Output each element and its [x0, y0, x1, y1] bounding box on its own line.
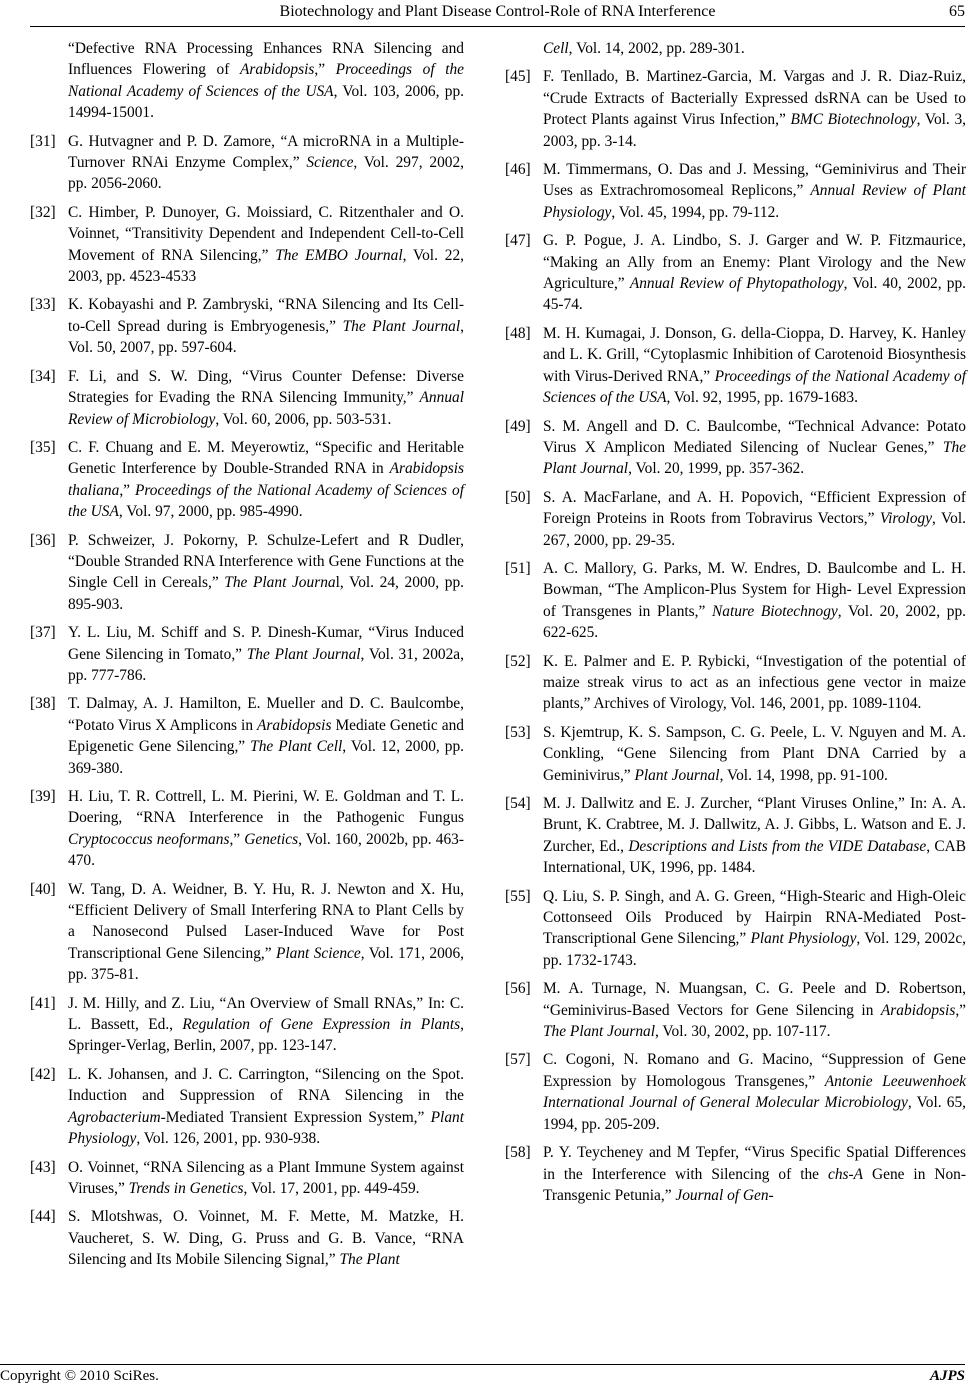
reference-number: [36]: [30, 531, 56, 549]
reference-entry: [30, 879, 464, 986]
reference-number: [48]: [505, 324, 531, 342]
reference-entry: [30, 786, 464, 872]
reference-italic-text: Arabidopsis thaliana: [68, 460, 464, 499]
reference-italic-text: The Plant Journal: [246, 645, 361, 663]
reference-entry: [30, 1064, 464, 1150]
reference-text: S. Mlotshwas, O. Voinnet, M. F. Mette, M. Matzke, H. Vaucheret, S. W. Ding, G. Pruss and G. B. Vance, “RNA Silencing and Its Mobile Silencing Signal,”: [68, 1208, 464, 1269]
references-right-column: [505, 38, 966, 1213]
reference-italic-text: Journal of Gen-: [675, 1186, 774, 1204]
reference-number: [56]: [505, 980, 531, 998]
reference-text: W. Tang, D. A. Weidner, B. Y. Hu, R. J. Newton and X. Hu, “Efficient Delivery of Small Interfering RNA to Plant Cells by a Nanosecond Pulsed Laser-Induced Wave for Post Transcriptional Gene Silencing,”: [68, 880, 464, 962]
reference-text: , Vol. 50, 2007, pp. 597-604.: [68, 317, 464, 357]
reference-text: S. Kjemtrup, K. S. Sampson, C. G. Peele, L. V. Nguyen and M. A. Conkling, “Gene Silencing from Plant DNA Carried by a Geminivirus,”: [543, 723, 966, 784]
reference-text: O. Voinnet, “RNA Silencing as a Plant Immune System against Viruses,”: [68, 1158, 464, 1197]
reference-text: Gene in Non-Transgenic Petunia,”: [543, 1165, 966, 1204]
reference-text: Y. L. Liu, M. Schiff and S. P. Dinesh-Kumar, “Virus Induced Gene Silencing in Tomato,”: [68, 624, 464, 663]
reference-entry: [30, 437, 464, 523]
running-title: Biotechnology and Plant Disease Control-Role of RNA Interference: [279, 3, 716, 20]
reference-text: C. Cogoni, N. Romano and G. Macino, “Suppression of Gene Expression by Homologous Transgenes,”: [543, 1051, 966, 1090]
reference-number: [45]: [505, 68, 531, 86]
reference-entry: [505, 558, 966, 644]
reference-italic-text: Plant Science: [275, 944, 361, 962]
reference-italic-text: The Plant Journal: [543, 1023, 656, 1041]
reference-text: , Vol. 12, 2000, pp. 369-380.: [68, 738, 465, 777]
reference-text: , Vol. 92, 1995, pp. 1679-1683.: [666, 389, 858, 407]
reference-text: F. Tenllado, B. Martinez-Garcia, M. Vargas and J. R. Diaz-Ruiz, “Crude Extracts of Bacterially Expressed dsRNA can be Used to Protect Plants against Virus Infection,”: [543, 68, 966, 129]
reference-text: ,”: [314, 61, 336, 79]
reference-number: [50]: [505, 488, 531, 506]
reference-text: J. M. Hilly, and Z. Liu, “An Overview of Small RNAs,” In: C. L. Bassett, Ed.,: [68, 994, 464, 1034]
reference-number: [35]: [30, 438, 56, 456]
reference-text: C. F. Chuang and E. M. Meyerowtiz, “Specific and Heritable Genetic Interference by Double-Stranded RNA in: [68, 438, 464, 478]
reference-entry: [505, 38, 966, 59]
reference-entry: [505, 1049, 966, 1135]
reference-text: , Vol. 22, 2003, pp. 4523-4533: [68, 246, 464, 286]
reference-italic-text: Arabidopsis: [880, 1001, 956, 1019]
reference-italic-text: Cell: [543, 40, 569, 57]
reference-text: , Vol. 103, 2006, pp. 14994-15001.: [68, 82, 464, 122]
reference-italic-text: Nature Biotechnogy: [711, 602, 838, 620]
reference-entry: [505, 416, 966, 480]
reference-text: P. Schweizer, J. Pokorny, P. Schulze-Lefert and R Dudler, “Double Stranded RNA Interference with Gene Functions at the Single Cell in Cereals,”: [68, 531, 464, 592]
reference-number: [49]: [505, 417, 531, 435]
reference-text: M. J. Dallwitz and E. J. Zurcher, “Plant Viruses Online,” In: A. A. Brunt, K. Crabtree, M. J. Dallwitz, A. J. Gibbs, L. Watson and E. J. Zurcher, Ed.,: [543, 795, 966, 855]
reference-number: [38]: [30, 695, 56, 713]
reference-number: [40]: [30, 880, 56, 898]
reference-number: [54]: [505, 795, 531, 812]
journal-abbreviation: AJPS: [929, 1368, 965, 1384]
reference-italic-text: Genetics: [244, 830, 299, 848]
reference-entry: [30, 1206, 464, 1270]
reference-text: , Vol. 17, 2001, pp. 449-459.: [243, 1179, 420, 1197]
reference-entry: [30, 993, 464, 1057]
reference-text: , CAB International, UK, 1996, pp. 1484.: [543, 837, 966, 877]
reference-text: , Vol. 3, 2003, pp. 3-14.: [543, 111, 966, 150]
reference-entry: [30, 366, 464, 430]
reference-text: , Vol. 267, 2000, pp. 29-35.: [543, 510, 966, 549]
reference-text: l, Vol. 24, 2000, pp. 895-903.: [68, 574, 464, 613]
reference-italic-text: Trends in Genetics: [128, 1179, 244, 1197]
reference-text: ,”: [119, 481, 135, 499]
reference-italic-text: The Plant Journal: [342, 317, 461, 335]
reference-italic-text: Proceedings of the National Academy of Sciences of the USA: [68, 61, 464, 100]
reference-entry: [505, 159, 966, 223]
reference-text: Mediate Genetic and Epigenetic Gene Silencing,”: [68, 716, 464, 756]
reference-text: , Springer-Verlag, Berlin, 2007, pp. 123-147.: [68, 1016, 464, 1055]
reference-text: , Vol. 45, 1994, pp. 79-112.: [611, 203, 780, 221]
reference-entry: [30, 294, 464, 358]
reference-italic-text: Descriptions and Lists from the VIDE Database: [628, 837, 927, 855]
reference-italic-text: Plant Journal: [634, 766, 720, 784]
reference-number: [57]: [505, 1051, 531, 1069]
reference-text: , Vol. 14, 2002, pp. 289-301.: [568, 40, 745, 57]
reference-text: H. Liu, T. R. Cottrell, L. M. Pierini, W. E. Goldman and T. L. Doering, “RNA Interference in the Pathogenic Fungus: [68, 788, 464, 827]
reference-entry: [505, 323, 966, 409]
reference-text: M. A. Turnage, N. Muangsan, C. G. Peele and D. Robertson, “Geminivirus-Based Vectors for Gene Silencing in: [543, 980, 966, 1019]
reference-number: [37]: [30, 624, 56, 642]
reference-entry: [30, 202, 464, 288]
reference-entry: [30, 622, 464, 686]
reference-entry: [505, 66, 966, 152]
reference-entry: [505, 722, 966, 786]
reference-text: C. Himber, P. Dunoyer, G. Moissiard, C. Ritzenthaler and O. Voinnet, “Transitivity Dependent and Independent Cell-to-Cell Movement of RNA Silencing,”: [68, 203, 464, 264]
reference-number: [52]: [505, 652, 531, 670]
reference-entry: [30, 693, 464, 779]
reference-number: [43]: [30, 1158, 56, 1176]
reference-text: F. Li, and S. W. Ding, “Virus Counter Defense: Diverse Strategies for Evading the RNA Silencing Immunity,”: [68, 367, 464, 407]
reference-text: S. M. Angell and D. C. Baulcombe, “Technical Advance: Potato Virus X Amplicon Mediated Silencing of Nuclear Genes,”: [543, 417, 966, 456]
reference-italic-text: Plant Physiology: [68, 1108, 464, 1148]
reference-italic-text: Antonie Leeuwenhoek International Journal of General Molecular Microbiology: [543, 1072, 966, 1112]
reference-entry: [30, 1157, 464, 1200]
reference-italic-text: The EMBO Journal: [275, 246, 403, 264]
reference-text: M. H. Kumagai, J. Donson, G. della-Cioppa, D. Harvey, K. Hanley and L. K. Grill, “Cytoplasmic Inhibition of Carotenoid Biosynthesis with Virus-Derived RNA,”: [543, 324, 966, 385]
reference-text: , Vol. 171, 2006, pp. 375-81.: [68, 944, 465, 984]
reference-number: [44]: [30, 1208, 56, 1226]
reference-text: T. Dalmay, A. J. Hamilton, E. Mueller and D. C. Baulcombe, “Potato Virus X Amplicons in: [68, 695, 464, 734]
reference-text: , Vol. 20, 2002, pp. 622-625.: [543, 602, 966, 642]
reference-text: , Vol. 31, 2002a, pp. 777-786.: [68, 645, 464, 684]
reference-italic-text: Annual Review of Phytopathology: [629, 275, 844, 293]
reference-text: , Vol. 297, 2002, pp. 2056-2060.: [68, 154, 465, 193]
reference-entry: [505, 978, 966, 1042]
reference-text: K. Kobayashi and P. Zambryski, “RNA Silencing and Its Cell-to-Cell Spread during is Embryogenesis,”: [68, 296, 464, 335]
reference-italic-text: Virology: [879, 510, 933, 528]
reference-text: Q. Liu, S. P. Singh, and A. G. Green, “High-Stearic and High-Oleic Cottonseed Oils Produced by Hairpin RNA-Mediated Post-Transcriptional Gene Silencing,”: [543, 887, 966, 948]
reference-italic-text: The Plant Journal: [543, 438, 966, 478]
reference-italic-text: The Plant: [339, 1251, 400, 1269]
reference-entry: [505, 1142, 966, 1206]
reference-italic-text: Annual Review of Plant Physiology: [543, 182, 966, 221]
reference-text: G. P. Pogue, J. A. Lindbo, S. J. Garger and W. P. Fitzmaurice, “Making an Ally from an Enemy: Plant Virology and the New Agriculture,”: [543, 232, 966, 293]
reference-text: A. C. Mallory, G. Parks, M. W. Endres, D. Baulcombe and L. H. Bowman, “The Amplicon-Plus System for High- Level Expression of Transgenes in Plants,”: [543, 559, 966, 620]
reference-text: , Vol. 129, 2002c, pp. 1732-1743.: [543, 930, 967, 969]
reference-italic-text: Arabidopsis: [239, 61, 315, 79]
reference-text: P. Y. Teycheney and M Tepfer, “Virus Specific Spatial Differences in the Interference with Silencing of the: [543, 1144, 966, 1183]
reference-number: [55]: [505, 887, 531, 905]
reference-italic-text: Arabidopsis: [257, 716, 332, 734]
reference-number: [58]: [505, 1144, 531, 1162]
reference-text: K. E. Palmer and E. P. Rybicki, “Investigation of the potential of maize streak virus to act as an infectious gene vector in maize plants,” Archives of Virology, Vol. 146, 2001, pp. 1089-1104.: [543, 652, 966, 713]
reference-italic-text: Science: [306, 154, 354, 172]
reference-text: , Vol. 97, 2000, pp. 985-4990.: [118, 503, 303, 521]
reference-entry: [505, 230, 966, 316]
reference-number: [33]: [30, 296, 56, 314]
reference-number: [41]: [30, 994, 56, 1012]
reference-italic-text: Annual Review of Microbiology: [68, 389, 464, 428]
reference-number: [46]: [505, 161, 531, 179]
reference-text: , Vol. 126, 2001, pp. 930-938.: [136, 1130, 321, 1148]
reference-text: G. Hutvagner and P. D. Zamore, “A microRNA in a Multiple-Turnover RNAi Enzyme Complex,”: [68, 132, 464, 172]
page-footer: [0, 1364, 965, 1387]
reference-text: , Vol. 160, 2002b, pp. 463-470.: [68, 830, 464, 870]
reference-entry: [505, 651, 966, 715]
reference-text: , Vol. 14, 1998, pp. 91-100.: [719, 766, 888, 784]
reference-text: , Vol. 30, 2002, pp. 107-117.: [655, 1023, 831, 1041]
reference-text: , Vol. 40, 2002, pp. 45-74.: [543, 275, 967, 314]
reference-number: [42]: [30, 1065, 56, 1083]
reference-entry: [30, 530, 464, 616]
reference-text: , Vol. 65, 1994, pp. 205-209.: [543, 1094, 967, 1133]
reference-text: , Vol. 20, 1999, pp. 357-362.: [628, 460, 805, 478]
reference-text: S. A. MacFarlane, and A. H. Popovich, “Efficient Expression of Foreign Proteins in Roots from Tobravirus Vectors,”: [543, 488, 966, 528]
reference-number: [34]: [30, 367, 56, 385]
reference-entry: [30, 38, 464, 124]
reference-italic-text: chs-A: [827, 1165, 864, 1183]
reference-italic-text: Regulation of Gene Expression in Plants: [182, 1016, 461, 1034]
reference-number: [32]: [30, 203, 56, 221]
reference-text: L. K. Johansen, and J. C. Carrington, “Silencing on the Spot. Induction and Suppression of RNA Silencing in the: [68, 1065, 464, 1105]
reference-number: [39]: [30, 788, 56, 805]
reference-entry: [505, 487, 966, 551]
running-header: [30, 0, 965, 27]
reference-number: [53]: [505, 723, 531, 741]
page-number: 65: [949, 3, 965, 20]
reference-text: , Vol. 60, 2006, pp. 503-531.: [215, 410, 392, 428]
reference-text: ,”: [955, 1001, 966, 1019]
reference-italic-text: The Plant Cell: [250, 738, 343, 756]
reference-entry: [30, 131, 464, 195]
reference-number: [47]: [505, 232, 531, 250]
reference-number: [31]: [30, 132, 56, 150]
reference-italic-text: Cryptococcus neoformans: [68, 830, 230, 848]
reference-italic-text: Proceedings of the National Academy of Sciences of the USA: [543, 367, 966, 407]
reference-entry: [505, 886, 966, 972]
copyright-notice: Copyright © 2010 SciRes.: [0, 1368, 159, 1384]
reference-text: “Defective RNA Processing Enhances RNA Silencing and Influences Flowering of: [68, 40, 464, 79]
reference-text: M. Timmermans, O. Das and J. Messing, “Geminivirus and Their Uses as Extrachromosomeal Replicons,”: [543, 161, 966, 200]
reference-number: [51]: [505, 559, 531, 577]
reference-italic-text: BMC Biotechnology: [790, 111, 917, 129]
reference-text: -Mediated Transient Expression System,”: [160, 1108, 431, 1126]
reference-italic-text: Plant Physiology: [750, 930, 857, 948]
reference-italic-text: The Plant Journa: [224, 574, 336, 592]
reference-italic-text: Agrobacterium: [68, 1108, 161, 1126]
reference-entry: [505, 793, 966, 879]
reference-italic-text: Proceedings of the National Academy of Sciences of the USA: [68, 481, 464, 521]
references-left-column: [30, 38, 464, 1278]
reference-text: ,”: [229, 830, 245, 848]
